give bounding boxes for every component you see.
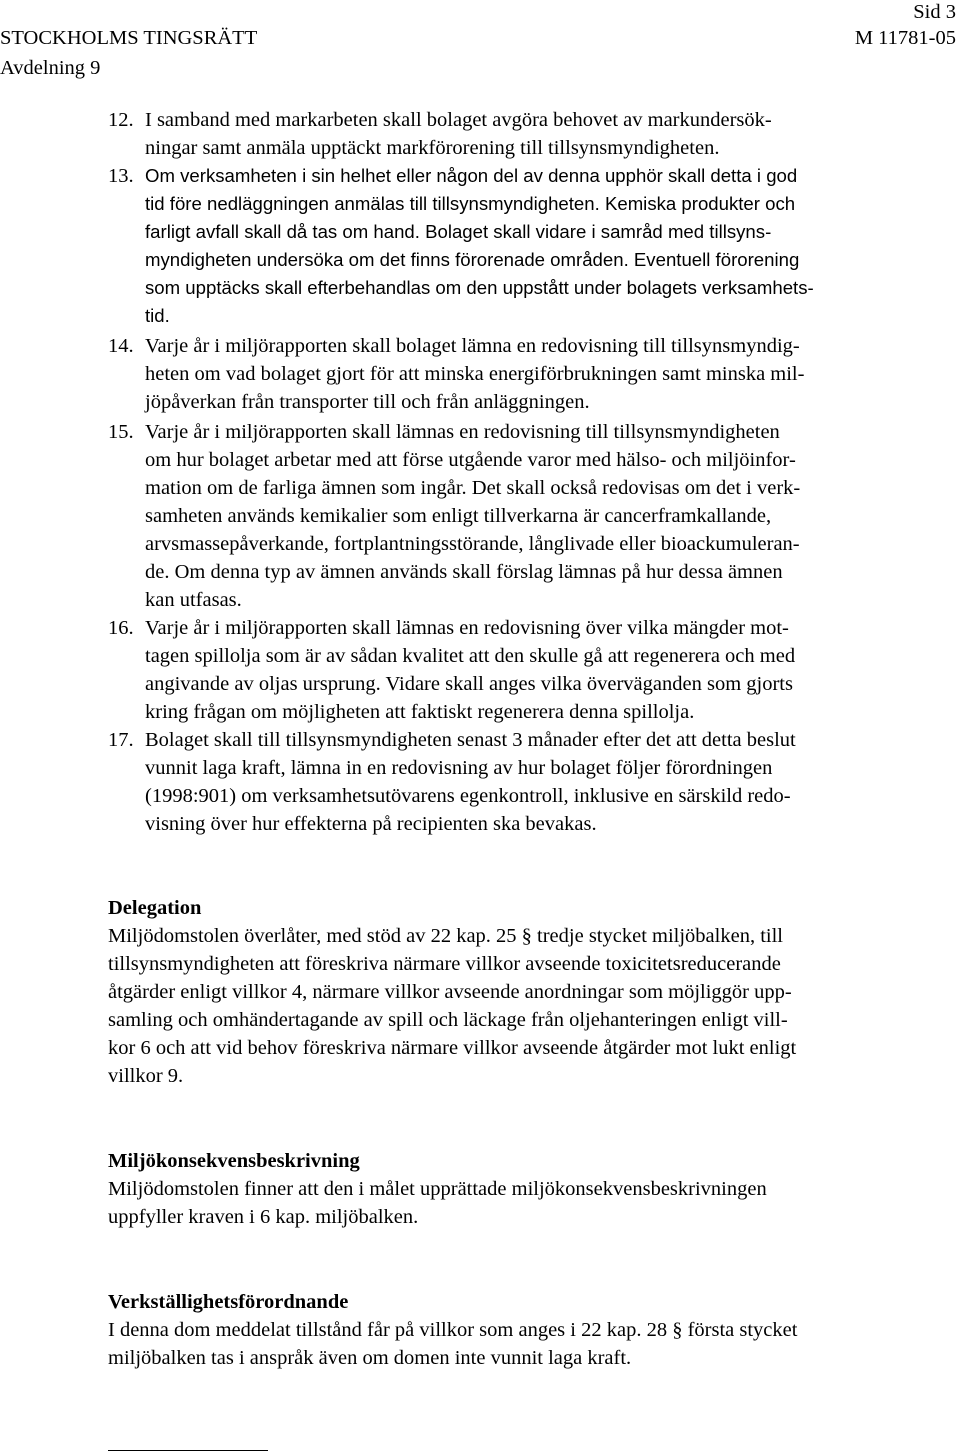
section-line: miljöbalken tas i anspråk även om domen inte vunnit laga kraft. — [108, 1347, 632, 1369]
department: Avdelning 9 — [0, 57, 101, 79]
section-line: villkor 9. — [108, 1065, 184, 1087]
item-line: tid före nedläggningen anmälas till tillsynsmyndigheten. Kemiska produkter och — [145, 193, 796, 214]
item-line: kring frågan om möjligheten att faktiskt regenerera denna spillolja. — [145, 701, 695, 723]
item-line: myndigheten undersöka om det finns förorenade områden. Eventuell förorening — [145, 249, 800, 270]
item-line: kan utfasas. — [145, 589, 242, 611]
item-line: de. Om denna typ av ämnen används skall förslag lämnas på hur dessa ämnen — [145, 561, 783, 583]
section-line: Miljödomstolen överlåter, med stöd av 22 kap. 25 § tredje stycket miljöbalken, till — [108, 925, 783, 947]
footnote-separator — [108, 1450, 268, 1451]
item-line: Varje år i miljörapporten skall lämnas en redovisning över vilka mängder mot- — [145, 617, 789, 639]
item-number: 12. — [108, 109, 134, 131]
item-line: arvsmassepåverkande, fortplantningsstörande, långlivade eller bioackumuleran- — [145, 533, 800, 555]
section-line: tillsynsmyndigheten att föreskriva närmare villkor avseende toxicitetsreducerande — [108, 953, 781, 975]
section-line: samling och omhändertagande av spill och läckage från oljehanteringen enligt vill- — [108, 1009, 788, 1031]
section-line: I denna dom meddelat tillstånd får på villkor som anges i 22 kap. 28 § första stycket — [108, 1319, 798, 1341]
item-line: som upptäcks skall efterbehandlas om den uppstått under bolagets verksamhets- — [145, 277, 814, 298]
item-line: samheten används kemikalier som enligt tillverkarna är cancerframkallande, — [145, 505, 772, 527]
item-line: tid. — [145, 305, 170, 326]
court-name: STOCKHOLMS TINGSRÄTT — [0, 27, 258, 49]
item-line: (1998:901) om verksamhetsutövarens egenkontroll, inklusive en särskild redo- — [145, 785, 791, 807]
item-line: om hur bolaget arbetar med att förse utgående varor med hälso- och miljöinfor- — [145, 449, 796, 471]
item-line: angivande av oljas ursprung. Vidare skall anges vilka överväganden som gjorts — [145, 673, 793, 695]
section-line: uppfyller kraven i 6 kap. miljöbalken. — [108, 1206, 419, 1228]
item-line: farligt avfall skall då tas om hand. Bolaget skall vidare i samråd med tillsyns- — [145, 221, 772, 242]
item-number: 13. — [108, 165, 134, 187]
case-number: M 11781-05 — [854, 27, 956, 49]
item-number: 15. — [108, 421, 134, 443]
item-line: heten om vad bolaget gjort för att minska energiförbrukningen samt minska mil- — [145, 363, 805, 385]
item-number: 17. — [108, 729, 134, 751]
item-line: mation om de farliga ämnen som ingår. Det skall också redovisas om det i verk- — [145, 477, 801, 499]
section-heading: Verkställighetsförordnande — [108, 1291, 349, 1313]
item-line: jöpåverkan från transporter till och från anläggningen. — [145, 391, 590, 413]
item-line: tagen spillolja som är av sådan kvalitet att den skulle gå att regenerera och med — [145, 645, 796, 667]
item-line: Bolaget skall till tillsynsmyndigheten senast 3 månader efter det att detta beslut — [145, 729, 796, 751]
item-line: Varje år i miljörapporten skall bolaget lämna en redovisning till tillsynsmyndig- — [145, 335, 800, 357]
page-number: Sid 3 — [913, 1, 956, 23]
item-number: 14. — [108, 335, 134, 357]
section-line: Miljödomstolen finner att den i målet upprättade miljökonsekvensbeskrivningen — [108, 1178, 767, 1200]
item-line: I samband med markarbeten skall bolaget avgöra behovet av markundersök- — [145, 109, 772, 131]
section-line: kor 6 och att vid behov föreskriva närmare villkor avseende åtgärder mot lukt enligt — [108, 1037, 797, 1059]
item-line: vunnit laga kraft, lämna in en redovisning av hur bolaget följer förordningen — [145, 757, 773, 779]
item-line: Varje år i miljörapporten skall lämnas en redovisning till tillsynsmyndigheten — [145, 421, 780, 443]
item-line: Om verksamheten i sin helhet eller någon del av denna upphör skall detta i god — [145, 165, 798, 186]
section-heading: Miljökonsekvensbeskrivning — [108, 1150, 360, 1172]
item-line: visning över hur effekterna på recipienten ska bevakas. — [145, 813, 597, 835]
item-number: 16. — [108, 617, 134, 639]
item-line: ningar samt anmäla upptäckt markförorening till tillsynsmyndigheten. — [145, 137, 720, 159]
section-line: åtgärder enligt villkor 4, närmare villkor avseende anordningar som möjliggör upp- — [108, 981, 792, 1003]
section-heading: Delegation — [108, 897, 202, 919]
